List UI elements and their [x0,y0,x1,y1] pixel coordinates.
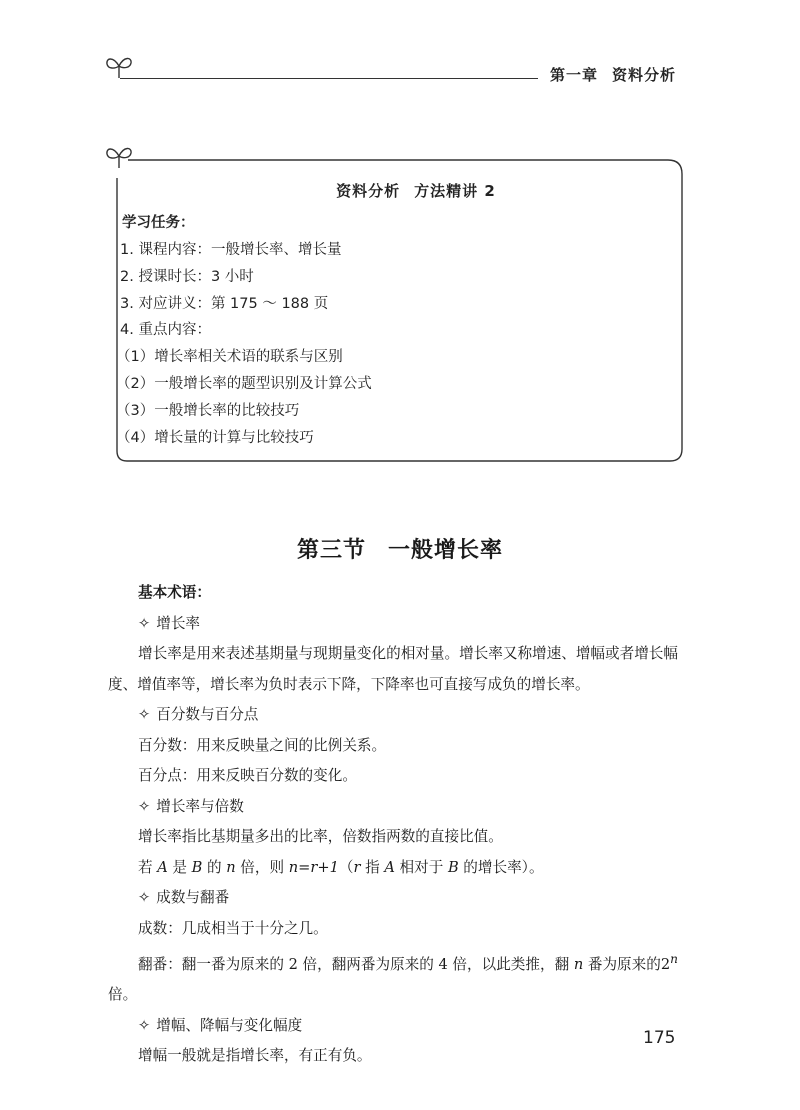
term-heading [108,883,683,914]
var-n: n [226,858,236,876]
var-n: n [573,955,584,973]
header-chapter: 第一章 [550,66,599,84]
body-text [108,578,683,1072]
text-run: 是 [167,858,192,876]
text-run: 的 [202,858,227,876]
diamond-icon: ✧ [138,797,151,815]
task-item: 3. 对应讲义：第 175 ～ 188 页 [120,295,329,312]
term-line-formula [108,853,683,884]
task-item: 1. 课程内容：一般增长率、增长量 [120,242,342,258]
diamond-icon: ✧ [138,706,151,723]
term-line: 增幅一般就是指增长率，有正有负。 [138,1047,372,1065]
page-number: 175 [643,1028,676,1048]
power-exponent: n [670,952,678,966]
term-line: 百分点：用来反映百分数的变化。 [138,767,357,784]
section-number: 第三节 [296,537,366,563]
term-line: 增长率指比基期量多出的比率，倍数指两数的直接比值。 [138,828,503,845]
sprout-icon [104,138,134,170]
var-b: B [447,858,459,876]
term-heading [108,609,683,640]
task-label: 学习任务： [122,215,195,231]
text-run: 指 [360,858,385,876]
var-b: B [191,858,203,876]
var-r: r [353,858,361,876]
task-subitem: （3）一般增长率的比较技巧 [116,402,300,419]
box-title [156,180,676,210]
box-title-right: 方法精讲 2 [414,182,496,200]
task-item: 2. 授课时长：3 小时 [120,268,254,285]
box-title-left: 资料分析 [336,182,401,200]
diamond-icon: ✧ [138,889,151,906]
header-chapter-title: 资料分析 [612,66,677,84]
terms-label: 基本术语： [138,584,211,601]
task-subitem: （2）一般增长率的题型识别及计算公式 [116,375,372,392]
term-heading-text: 增幅、降幅与变化幅度 [156,1016,303,1034]
term-heading [108,1011,683,1042]
text-run: 翻番：翻一番为原来的 2 倍，翻两番为原来的 4 倍，以此类推，翻 [138,955,574,973]
term-heading-text: 增长率与倍数 [156,797,244,815]
var-a: A [384,858,395,876]
term-heading [108,792,683,823]
diamond-icon: ✧ [138,1016,151,1034]
term-heading [108,700,683,731]
text-run: （ [338,858,354,876]
task-item: 4. 重点内容： [120,322,211,339]
section-name: 一般增长率 [388,537,504,563]
diamond-icon: ✧ [138,614,151,632]
term-paragraph: 增长率是用来表述基期量与现期量变化的相对量。增长率又称增速、增幅或者增长幅度、增值率等，增长率为负时表示下降，下降率也可直接写成负的增长率。 [108,645,678,693]
text-run: 番为原来的 [583,955,661,973]
term-paragraph-formula [108,944,683,1011]
power-base: 2 [660,955,671,973]
term-heading-text: 增长率 [156,614,201,632]
text-run: 倍，则 [235,858,289,876]
section-title [0,533,800,564]
term-line: 成数：几成相当于十分之几。 [138,919,328,937]
text-run: 倍。 [108,986,138,1004]
formula: n=r+1 [288,858,339,876]
term-line: 百分数：用来反映量之间的比例关系。 [138,736,387,754]
text-run: 相对于 [394,858,448,876]
text-run: 若 [138,858,158,876]
task-subitem: （4）增长量的计算与比较技巧 [116,429,314,446]
var-a: A [157,858,168,876]
text-run: 的增长率）。 [458,858,544,876]
term-heading-text: 百分数与百分点 [156,706,259,723]
term-heading-text: 成数与翻番 [156,889,230,906]
task-subitem: （1）增长率相关术语的联系与区别 [116,349,343,366]
task-box [116,180,676,451]
